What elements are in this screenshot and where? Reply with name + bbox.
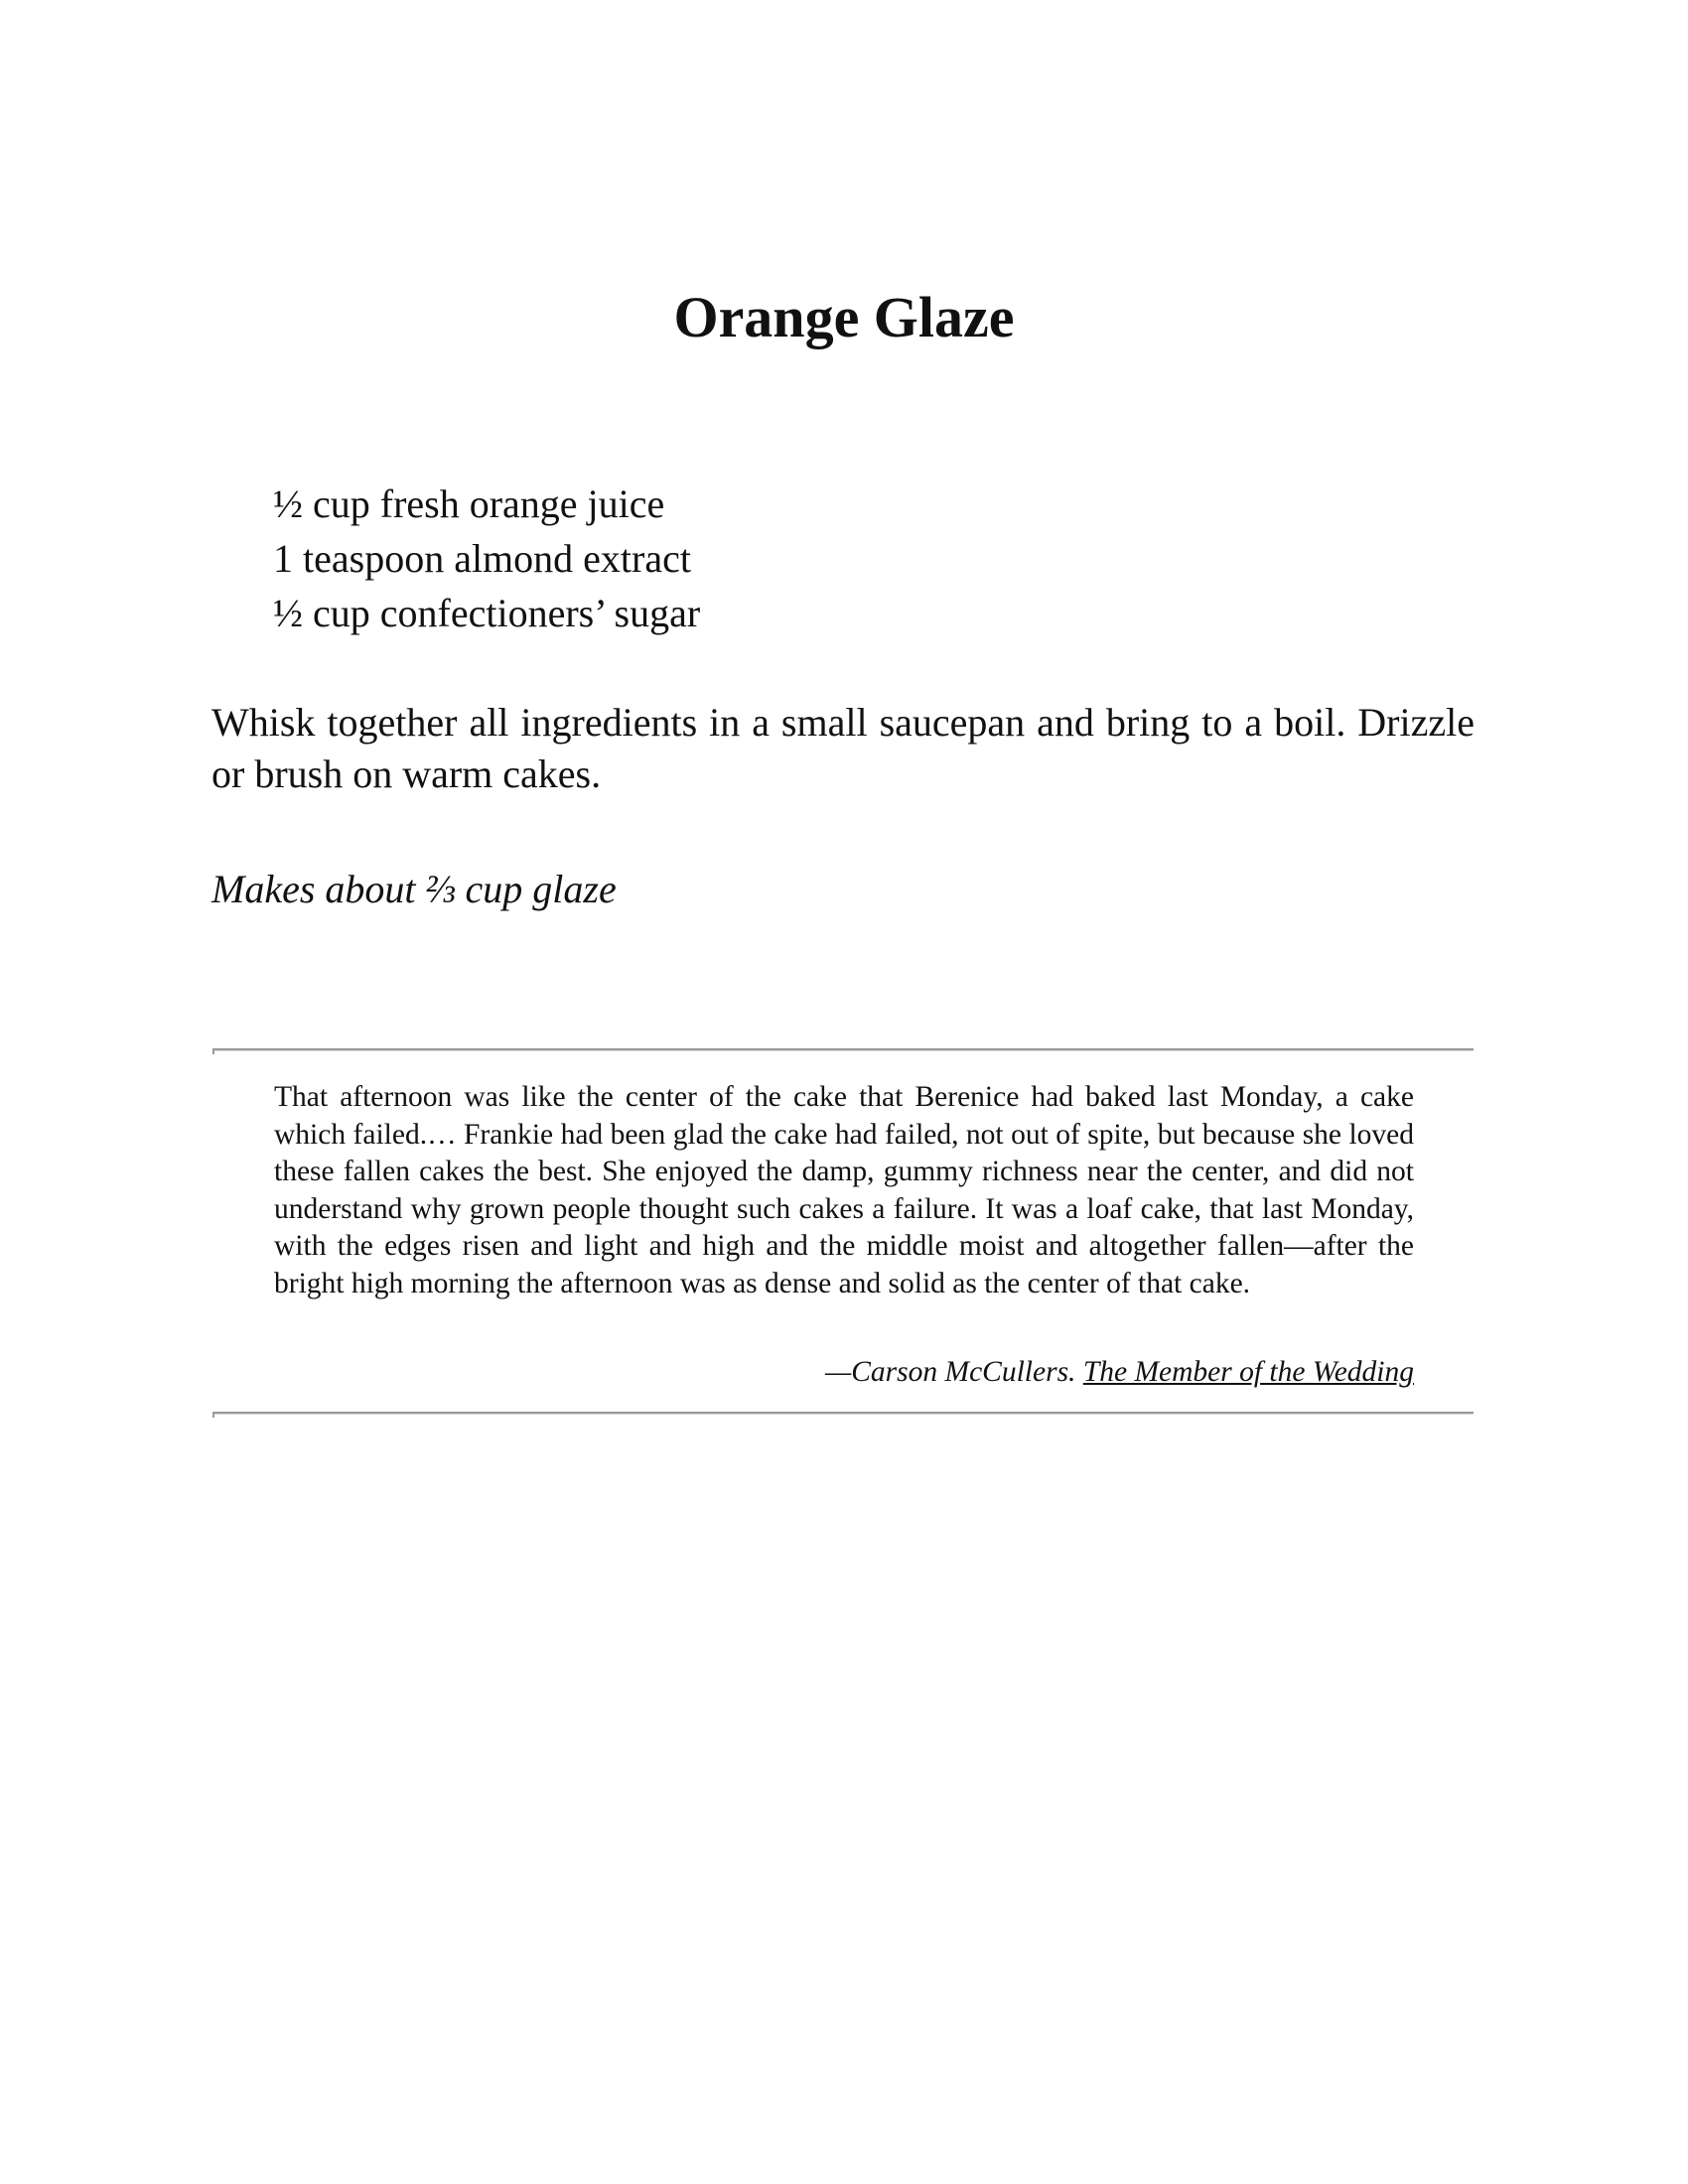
ingredient-item: ½ cup fresh orange juice xyxy=(273,481,665,526)
ingredient-item: 1 teaspoon almond extract xyxy=(273,536,691,581)
attribution-author: —Carson McCullers. xyxy=(825,1356,1083,1388)
epigraph-attribution xyxy=(274,1354,1414,1391)
recipe-title: Orange Glaze xyxy=(673,285,1015,349)
quote-top-divider xyxy=(212,1048,1474,1051)
recipe-yield: Makes about ⅔ cup glaze xyxy=(211,867,617,911)
epigraph-quote: That afternoon was like the center of the cake that Berenice had baked last Monday, a cake which failed.… Frankie had been glad the cake had failed, not out of spite, but because she loved these fallen cakes the best. She enjoyed the damp, gummy richness near the center, and did not understand why grown people thought such cakes a failure. It was a loaf cake, that last Monday, with the edges risen and light and high and the middle moist and altogether fallen—after the bright high morning the afternoon was as dense and solid as the center of that cake. xyxy=(274,1081,1414,1299)
ingredient-item: ½ cup confectioners’ sugar xyxy=(273,591,701,635)
ingredient-list xyxy=(273,477,700,640)
quote-bottom-divider xyxy=(212,1412,1474,1415)
attribution-book-title: The Member of the Wedding xyxy=(1082,1356,1414,1388)
recipe-instructions: Whisk together all ingredients in a small saucepan and bring to a boil. Drizzle or brush on warm cakes. xyxy=(211,700,1475,796)
